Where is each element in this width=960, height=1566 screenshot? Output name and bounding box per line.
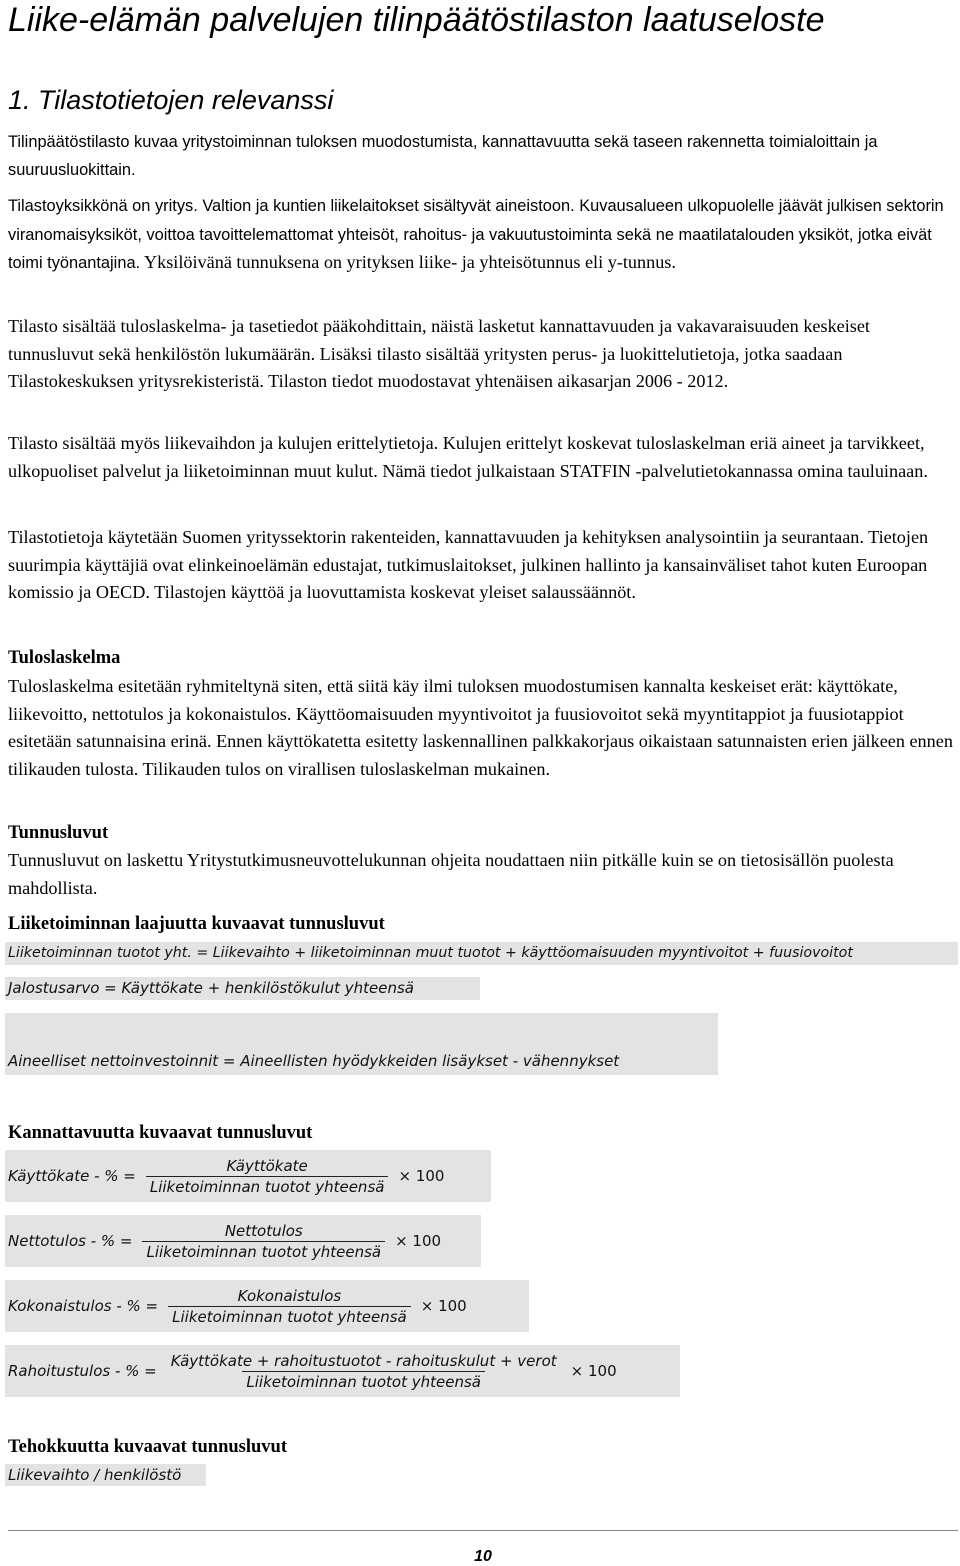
formula-nettoinvestoinnit: Aineelliset nettoinvestoinnit = Aineellisten hyödykkeiden lisäykset - vähennykset [5,1013,718,1075]
kokonaistulos-fraction [168,1287,411,1326]
kokonaistulos-lhs: Kokonaistulos - % = [8,1297,159,1315]
rahoitustulos-multiplier: × 100 [570,1362,617,1380]
nettotulos-fraction [142,1222,385,1261]
paragraph-units [8,192,958,278]
formula-jalostusarvo: Jalostusarvo = Käyttökate + henkilöstökulut yhteensä [5,977,480,1000]
paragraph-contents: Tilasto sisältää tuloslaskelma- ja tasetiedot pääkohdittain, näistä lasketut kannattavuuden ja vakavaraisuuden keskeiset tunnusluvut sekä henkilöstön lukumäärän. Lisäksi tilasto sisältää yritysten perus- ja luokittelutietoja, jotka saadaan Tilastokeskuksen yritysrekisteristä. Tilaston tiedot muodostavat yhtenäisen aikasarjan 2006 - 2012. [8,316,870,392]
kayttokate-fraction [146,1157,389,1196]
paragraph-tuloslaskelma: Tuloslaskelma esitetään ryhmiteltynä siten, että siitä käy ilmi tuloksen muodostumisen kannalta keskeiset erät: käyttökate, liikevoitto, nettotulos ja kokonaistulos. Käyttöomaisuuden myyntivoitot ja fuusiovoitot sekä myyntitappiot ja fuusiotappiot esitetään satunnaisina erinä. Ennen käyttökatetta esitetty laskennallinen palkkakorjaus oikaistaan satunnaisten erien jälkeen ennen tilikauden tulosta. Tilikauden tulos on virallisen tuloslaskelman mukainen. [8,676,953,779]
heading-tuloslaskelma: Tuloslaskelma [8,648,121,668]
rahoitustulos-lhs: Rahoitustulos - % = [8,1362,157,1380]
rahoitustulos-numerator: Käyttökate + rahoitustuotot - rahoituskulut + verot [170,1351,557,1370]
nettotulos-denominator: Liiketoiminnan tuotot yhteensä [142,1241,385,1261]
paragraph-usage: Tilastotietoja käytetään Suomen yrityssektorin rakenteiden, kannattavuuden ja kehityksen analysointiin ja seurantaan. Tietojen suurimpia käyttäjiä ovat elinkeinoelämän edustajat, tutkimuslaitokset, julkinen hallinto ja kansainväliset tahot kuten Euroopan komissio ja OECD. Tilastojen käyttöä ja luovuttamista koskevat yleiset salaussäännöt. [8,527,929,603]
rahoitustulos-fraction [167,1352,561,1391]
heading-tehokkuus: Tehokkuutta kuvaavat tunnusluvut [8,1437,287,1457]
kayttokate-multiplier: × 100 [398,1167,445,1185]
kokonaistulos-numerator: Kokonaistulos [237,1286,342,1305]
formula-rahoitustulos-prosentti [5,1345,680,1397]
nettotulos-multiplier: × 100 [395,1232,442,1250]
heading-kannattavuus: Kannattavuutta kuvaavat tunnusluvut [8,1123,313,1143]
formula-kayttokate-prosentti [5,1150,491,1202]
formula-nettotulos-prosentti [5,1215,481,1267]
nettotulos-numerator: Nettotulos [224,1221,303,1240]
kayttokate-lhs: Käyttökate - % = [8,1167,136,1185]
kayttokate-denominator: Liiketoiminnan tuotot yhteensä [146,1176,389,1196]
kokonaistulos-multiplier: × 100 [420,1297,467,1315]
paragraph-intro: Tilinpäätöstilasto kuvaa yritystoiminnan tuloksen muodostumista, kannattavuutta sekä taseen rakennetta toimialoittain ja suuruusluokittain. [8,133,878,179]
page-number: 10 [474,1548,492,1565]
kayttokate-numerator: Käyttökate [226,1156,308,1175]
paragraph-units-sans: Tilastoyksikkönä on yritys. Valtion ja kuntien liikelaitokset sisältyvät aineistoon. Kuvausalueen ulkopuolelle jäävät julkisen sektorin viranomaisyksiköt, voittoa tavoittelemattomat yhteisöt, rahoitus- ja vakuutustoiminta sekä ne maatilatalouden yksiköt, jotka eivät toimi työnantajina. [8,197,944,273]
heading-tunnusluvut: Tunnusluvut [8,823,109,843]
rahoitustulos-denominator: Liiketoiminnan tuotot yhteensä [242,1371,485,1391]
kokonaistulos-denominator: Liiketoiminnan tuotot yhteensä [168,1306,411,1326]
paragraph-units-serif: Yksilöivänä tunnuksena on yrityksen liike- ja yhteisötunnus eli y-tunnus. [140,252,676,273]
nettotulos-lhs: Nettotulos - % = [8,1232,133,1250]
heading-laajuus: Liiketoiminnan laajuutta kuvaavat tunnusluvut [8,914,385,934]
section-heading: 1. Tilastotietojen relevanssi [8,85,334,115]
paragraph-breakdown: Tilasto sisältää myös liikevaihdon ja kulujen erittelytietoja. Kulujen erittelyt koskevat tuloslaskelman eriä aineet ja tarvikkeet, ulkopuoliset palvelut ja liiketoiminnan muut kulut. Nämä tiedot julkaistaan STATFIN -palvelutietokannassa omina tauluinaan. [8,433,928,481]
formula-liikevaihto-per-henkilosto: Liikevaihto / henkilöstö [5,1464,206,1486]
footer-divider [8,1530,958,1531]
formula-kokonaistulos-prosentti [5,1280,529,1332]
formula-liiketoiminnan-tuotot: Liiketoiminnan tuotot yht. = Liikevaihto + liiketoiminnan muut tuotot + käyttöomaisuuden myyntivoitot + fuusiovoitot [5,942,958,965]
document-title: Liike-elämän palvelujen tilinpäätöstilaston laatuseloste [8,1,825,39]
paragraph-tunnusluvut: Tunnusluvut on laskettu Yritystutkimusneuvottelukunnan ohjeita noudattaen niin pitkälle kuin se on tietosisällön puolesta mahdollista. [8,850,894,898]
